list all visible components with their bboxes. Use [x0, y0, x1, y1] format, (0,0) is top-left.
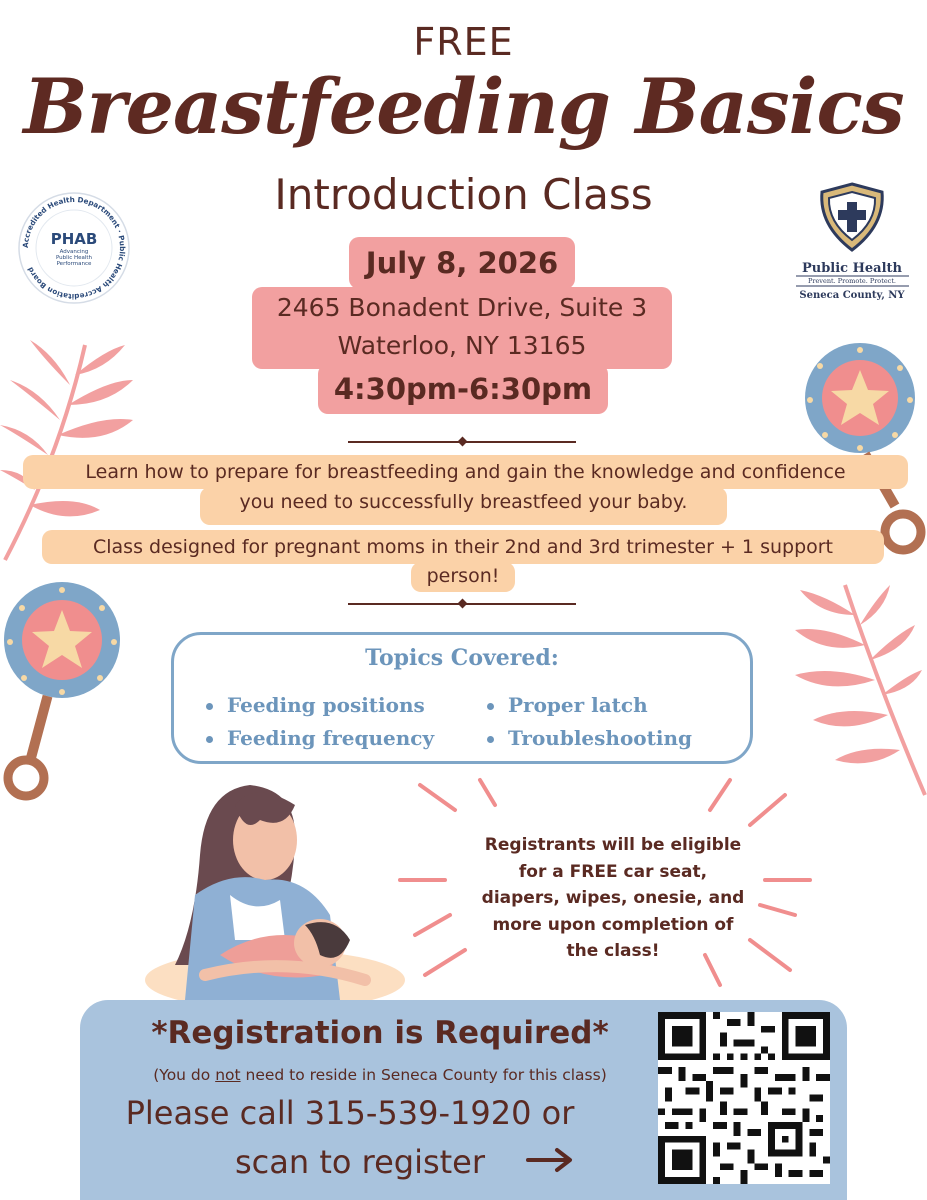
topic-item: Proper latch — [487, 693, 648, 717]
qr-code-icon[interactable] — [658, 1012, 830, 1184]
topics-box — [171, 632, 753, 764]
arrow-right-icon — [525, 1140, 575, 1180]
divider-bottom-diamond-icon — [458, 599, 468, 609]
event-date: July 8, 2026 — [349, 237, 575, 289]
divider-top-diamond-icon — [458, 437, 468, 447]
bullet-icon — [487, 736, 494, 743]
learn-line1: Learn how to prepare for breastfeeding and gain the knowledge and confidence — [23, 455, 908, 489]
phab-tag3: Performance — [56, 261, 92, 267]
learn-line2: you need to successfully breastfeed your baby. — [200, 487, 727, 525]
class-line2: person! — [411, 562, 515, 592]
phab-tag1: Advancing — [59, 249, 89, 255]
bullet-icon — [206, 703, 213, 710]
phab-logo-icon — [16, 190, 132, 306]
bullet-icon — [487, 703, 494, 710]
incentive-line: the class! — [566, 941, 660, 961]
phab-ring-text: Accredited Health Department · Public Health Accreditation Board — [20, 194, 128, 302]
page-subtitle: Introduction Class — [274, 170, 653, 219]
ph-name: Public Health — [801, 261, 903, 276]
incentive-line: Registrants will be eligible — [484, 835, 742, 855]
registration-call: Please call 315-539-1920 or — [125, 1094, 575, 1132]
ph-tagline: Prevent. Promote. Protect. — [807, 277, 897, 285]
incentive-line: more upon completion of — [492, 914, 734, 935]
registration-note: (You do not need to reside in Seneca County for this class) — [153, 1066, 607, 1084]
phab-name: PHAB — [50, 230, 98, 248]
topic-item: Troubleshooting — [487, 726, 692, 750]
phab-tag2: Public Health — [55, 255, 93, 261]
incentive-line: for a FREE car seat, — [518, 861, 708, 882]
registration-required-heading: *Registration is Required* — [151, 1015, 609, 1051]
topic-item: Feeding frequency — [206, 726, 434, 750]
bullet-icon — [206, 736, 213, 743]
leaf-right-icon — [790, 580, 927, 800]
topic-item: Feeding positions — [206, 693, 425, 717]
event-time: 4:30pm-6:30pm — [318, 364, 608, 414]
registration-scan: scan to register — [234, 1143, 486, 1181]
incentive-text — [460, 832, 766, 965]
address-box — [252, 287, 672, 369]
rattle-left-icon — [0, 580, 130, 805]
public-health-logo-icon — [790, 180, 915, 305]
address-line1: 2465 Bonadent Drive, Suite 3 — [276, 293, 648, 322]
rattle-right-icon — [795, 340, 927, 560]
incentive-line: diapers, wipes, onesie, and — [481, 888, 745, 908]
free-label: FREE — [413, 20, 514, 64]
page-title: Breastfeeding Basics — [23, 62, 904, 151]
ph-county: Seneca County, NY — [799, 290, 905, 301]
class-line1: Class designed for pregnant moms in their 2nd and 3rd trimester + 1 support — [42, 530, 884, 564]
mother-baby-illustration-icon — [145, 775, 415, 1000]
address-line2: Waterloo, NY 13165 — [337, 331, 587, 360]
topics-title: Topics Covered: — [365, 645, 559, 671]
